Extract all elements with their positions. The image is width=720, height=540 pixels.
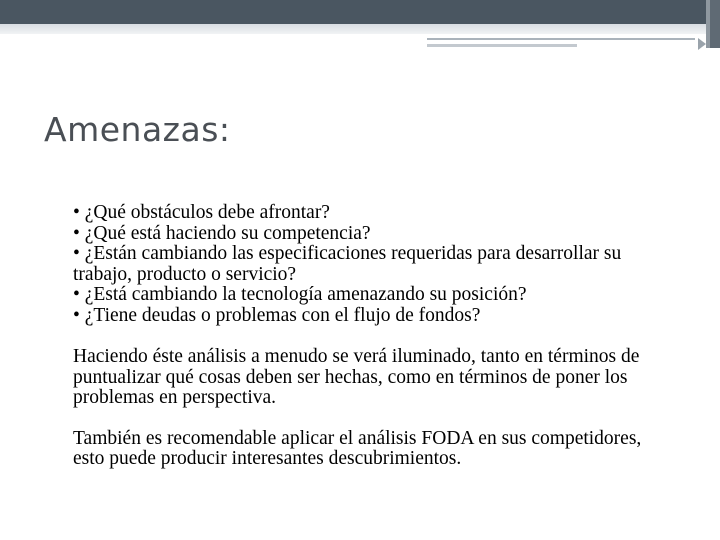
body-paragraph: Haciendo éste análisis a menudo se verá iluminado, tanto en términos de puntualizar qué cosas deben ser hechas, como en términos de poner los problemas en perspectiva. [73, 346, 640, 408]
bullet-item: • ¿Están cambiando las especificaciones requeridas para desarrollar su trabajo, producto o servicio? [73, 243, 622, 285]
banner-shadow [0, 24, 706, 34]
bullet-list [73, 203, 673, 326]
body-paragraph: También es recomendable aplicar el análisis FODA en sus competidores, esto puede producir interesantes descubrimientos. [73, 427, 642, 469]
banner-accent-line [427, 38, 695, 40]
corner-tab-inner [710, 0, 720, 48]
bullet-item: • ¿Qué obstáculos debe afrontar? [73, 202, 330, 223]
slide-title: Amenazas: [44, 110, 231, 149]
banner-accent-line-short [427, 44, 577, 47]
slide-body [73, 203, 673, 470]
bullet-item: • ¿Qué está haciendo su competencia? [73, 222, 371, 244]
bullet-item: • ¿Tiene deudas o problemas con el flujo de fondos? [73, 304, 481, 326]
top-banner [0, 0, 706, 24]
corner-arrow-icon [698, 38, 706, 50]
bullet-item: • ¿Está cambiando la tecnología amenazando su posición? [73, 284, 527, 305]
